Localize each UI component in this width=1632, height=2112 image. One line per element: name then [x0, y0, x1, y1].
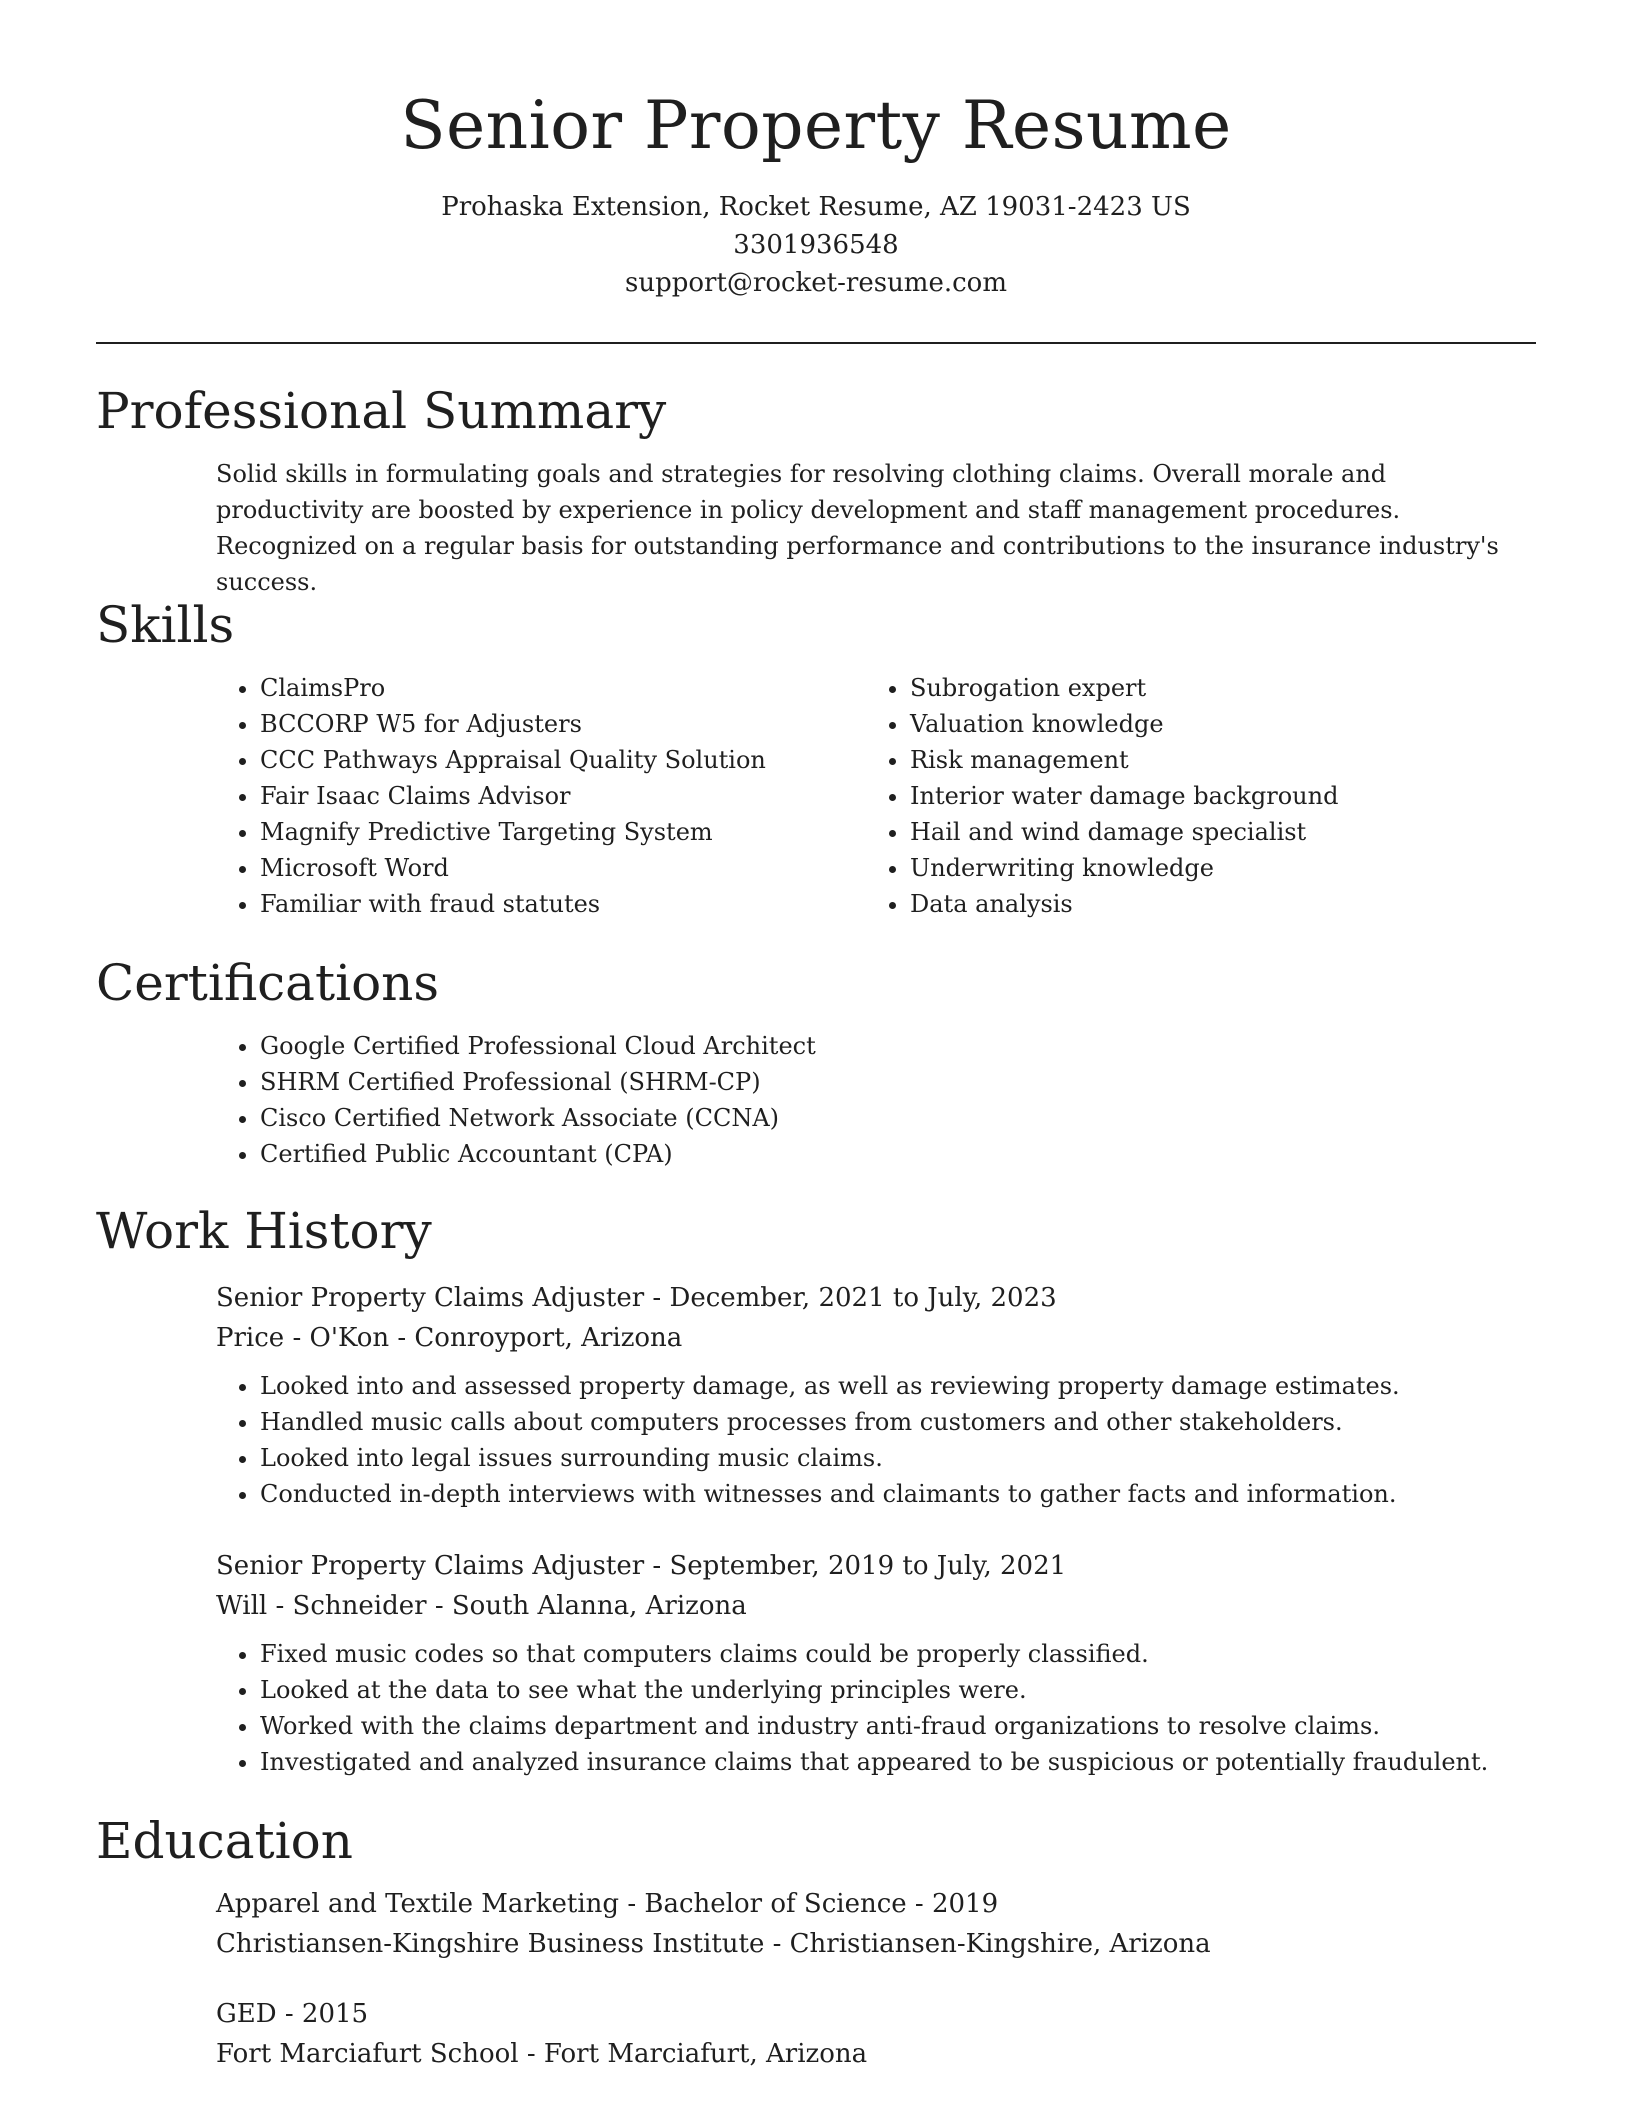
job-company-line: Price - O'Kon - Conroyport, Arizona — [216, 1323, 683, 1353]
skill-item: • Risk management — [910, 742, 1516, 778]
skill-item: • CCC Pathways Appraisal Quality Solution — [260, 742, 866, 778]
phone: 3301936548 — [733, 230, 899, 260]
job-bullets — [96, 1368, 1536, 1512]
address: Prohaska Extension, Rocket Resume, AZ 19031-2423 US — [441, 192, 1191, 222]
job-bullet: • Worked with the claims department and industry anti-fraud organizations to resolve claims. — [260, 1708, 1536, 1744]
skills-columns — [216, 670, 1536, 922]
summary-section — [96, 378, 1536, 600]
job-bullet: • Conducted in-depth interviews with witnesses and claimants to gather facts and information. — [260, 1476, 1536, 1512]
job-entry — [216, 1546, 1536, 1780]
certification-item: • Certified Public Accountant (CPA) — [260, 1136, 1516, 1172]
certification-item: • Cisco Certified Network Associate (CCNA) — [260, 1100, 1516, 1136]
skills-list-left — [216, 670, 866, 922]
resume-header — [0, 0, 1632, 302]
job-title-line: Senior Property Claims Adjuster - December, 2021 to July, 2023 — [216, 1283, 1057, 1313]
contact-block — [0, 188, 1632, 302]
skill-item: • Hail and wind damage specialist — [910, 814, 1516, 850]
skill-item: • Fair Isaac Claims Advisor — [260, 778, 866, 814]
skill-item: • Magnify Predictive Targeting System — [260, 814, 866, 850]
job-entry — [216, 1278, 1536, 1512]
skill-item: • ClaimsPro — [260, 670, 866, 706]
summary-text: Solid skills in formulating goals and strategies for resolving clothing claims. Overall morale and productivity are boosted by experience in policy development and staff management procedures. Recognized on a regular basis for outstanding performance and contributions to the insurance industry's success. — [216, 460, 1499, 596]
degree-line: Apparel and Textile Marketing - Bachelor of Science - 2019 — [216, 1889, 999, 1919]
education-entry — [216, 1994, 1536, 2074]
skill-item: • Subrogation expert — [910, 670, 1516, 706]
skill-item: • Data analysis — [910, 886, 1516, 922]
school-line: Christiansen-Kingshire Business Institute - Christiansen-Kingshire, Arizona — [216, 1929, 1211, 1959]
skill-item: • Valuation knowledge — [910, 706, 1516, 742]
certifications-columns — [216, 1028, 1536, 1172]
certifications-heading: Certifications — [96, 954, 440, 1012]
work-history-section — [96, 1198, 1536, 1780]
skill-item: • Familiar with fraud statutes — [260, 886, 866, 922]
education-entry — [216, 1884, 1536, 1964]
work-history-heading: Work History — [96, 1202, 432, 1260]
skill-item: • Microsoft Word — [260, 850, 866, 886]
summary-heading: Professional Summary — [96, 382, 667, 440]
degree-line: GED - 2015 — [216, 1999, 369, 2029]
certifications-list — [216, 1028, 1516, 1172]
skill-item: • Interior water damage background — [910, 778, 1516, 814]
skills-heading: Skills — [96, 596, 235, 654]
job-bullet: • Fixed music codes so that computers claims could be properly classified. — [260, 1636, 1536, 1672]
certification-item: • Google Certified Professional Cloud Architect — [260, 1028, 1516, 1064]
header-divider — [96, 342, 1536, 344]
job-bullet: • Looked into legal issues surrounding music claims. — [260, 1440, 1536, 1476]
skills-column-left — [216, 670, 866, 922]
job-bullets — [96, 1636, 1536, 1780]
school-line: Fort Marciafurt School - Fort Marciafurt, Arizona — [216, 2039, 868, 2069]
email: support@rocket-resume.com — [624, 268, 1007, 298]
education-section — [96, 1808, 1536, 2074]
job-bullet: • Handled music calls about computers processes from customers and other stakeholders. — [260, 1404, 1536, 1440]
certification-item: • SHRM Certified Professional (SHRM-CP) — [260, 1064, 1516, 1100]
skills-column-right — [866, 670, 1516, 922]
job-company-line: Will - Schneider - South Alanna, Arizona — [216, 1591, 747, 1621]
job-title-line: Senior Property Claims Adjuster - September, 2019 to July, 2021 — [216, 1551, 1067, 1581]
job-bullet: • Investigated and analyzed insurance claims that appeared to be suspicious or potentially fraudulent. — [260, 1744, 1536, 1780]
skills-section — [96, 592, 1536, 922]
skill-item: • Underwriting knowledge — [910, 850, 1516, 886]
education-heading: Education — [96, 1812, 353, 1870]
job-bullet: • Looked at the data to see what the underlying principles were. — [260, 1672, 1536, 1708]
skill-item: • BCCORP W5 for Adjusters — [260, 706, 866, 742]
certifications-section — [96, 950, 1536, 1172]
resume-title: Senior Property Resume — [400, 87, 1232, 164]
skills-list-right — [866, 670, 1516, 922]
job-bullet: • Looked into and assessed property damage, as well as reviewing property damage estimates. — [260, 1368, 1536, 1404]
certifications-column — [216, 1028, 1516, 1172]
